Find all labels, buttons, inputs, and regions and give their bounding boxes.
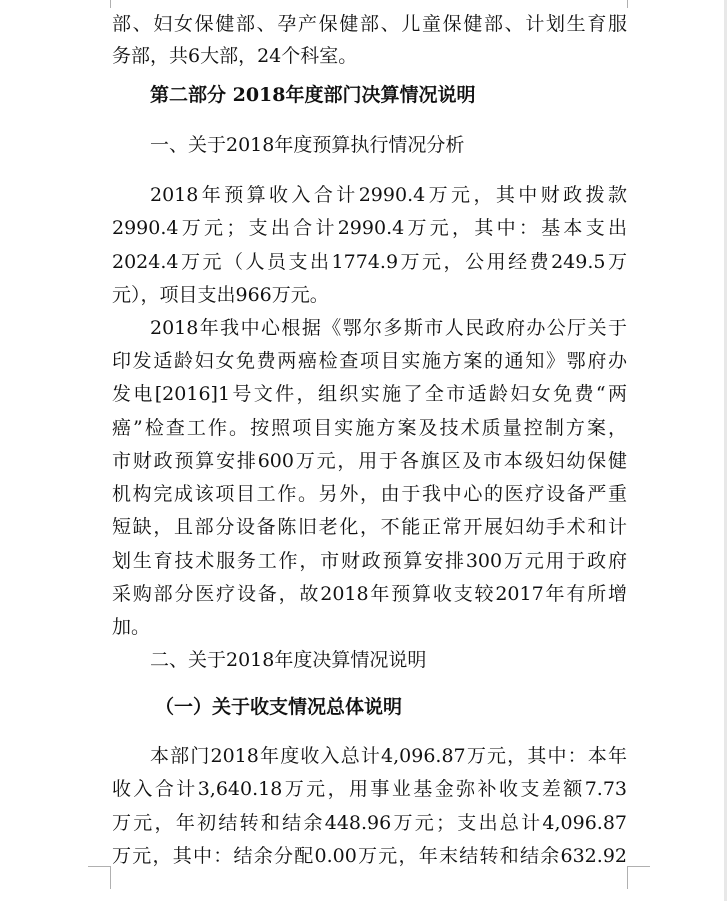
body-text-line: 元），项目支出966万元。 — [112, 284, 329, 306]
body-text-line: 收入合计3,640.18万元，用事业基金弥补收支差额7.73 — [112, 778, 627, 800]
body-text-line: 2990.4万元；支出合计2990.4万元，其中：基本支出 — [112, 217, 627, 239]
subsection-heading: 一、关于2018年度预算执行情况分析 — [150, 134, 465, 156]
body-text-line: 发电[2016]1号文件，组织实施了全市适龄妇女免费“两 — [112, 383, 627, 405]
body-text-line: 市财政预算安排600万元，用于各旗区及市本级妇幼保健 — [112, 450, 627, 472]
page-corner-mark — [627, 866, 650, 889]
body-text-line: 2024.4万元（人员支出1774.9万元，公用经费249.5万 — [112, 251, 627, 273]
body-text-line: 癌”检查工作。按照项目实施方案及技术质量控制方案， — [112, 417, 627, 439]
page-corner-mark — [88, 866, 111, 889]
body-text-line: 印发适龄妇女免费两癌检查项目实施方案的通知》鄂府办 — [112, 350, 627, 372]
body-text-line: 务部，共6大部，24个科室。 — [112, 45, 358, 67]
body-text-line: 本部门2018年度收入总计4,096.87万元，其中：本年 — [150, 745, 627, 767]
section-heading: 第二部分 2018年度部门决算情况说明 — [150, 84, 476, 106]
body-text-line: 短缺，且部分设备陈旧老化，不能正常开展妇幼手术和计 — [112, 516, 627, 538]
subsection-heading: 二、关于2018年度决算情况说明 — [150, 649, 427, 671]
body-text-line: 加。 — [112, 616, 151, 638]
body-text-line: 2018年预算收入合计2990.4万元，其中财政拨款 — [150, 184, 627, 206]
body-text-line: 部、妇女保健部、孕产保健部、儿童保健部、计划生育服 — [112, 13, 627, 35]
body-text-line: 2018年我中心根据《鄂尔多斯市人民政府办公厅关于 — [150, 317, 627, 339]
subsection-heading: （一）关于收支情况总体说明 — [155, 696, 403, 718]
body-text-line: 机构完成该项目工作。另外，由于我中心的医疗设备严重 — [112, 483, 627, 505]
page-corner-mark — [88, 0, 111, 8]
body-text-line: 万元，年初结转和结余448.96万元；支出总计4,096.87 — [112, 812, 627, 834]
body-text-line: 划生育技术服务工作，市财政预算安排300万元用于政府 — [112, 550, 627, 572]
body-text-line: 采购部分医疗设备，故2018年预算收支较2017年有所增 — [112, 583, 627, 605]
page-corner-mark — [627, 0, 650, 8]
body-text-line: 万元，其中：结余分配0.00万元，年末结转和结余632.92 — [112, 845, 627, 867]
